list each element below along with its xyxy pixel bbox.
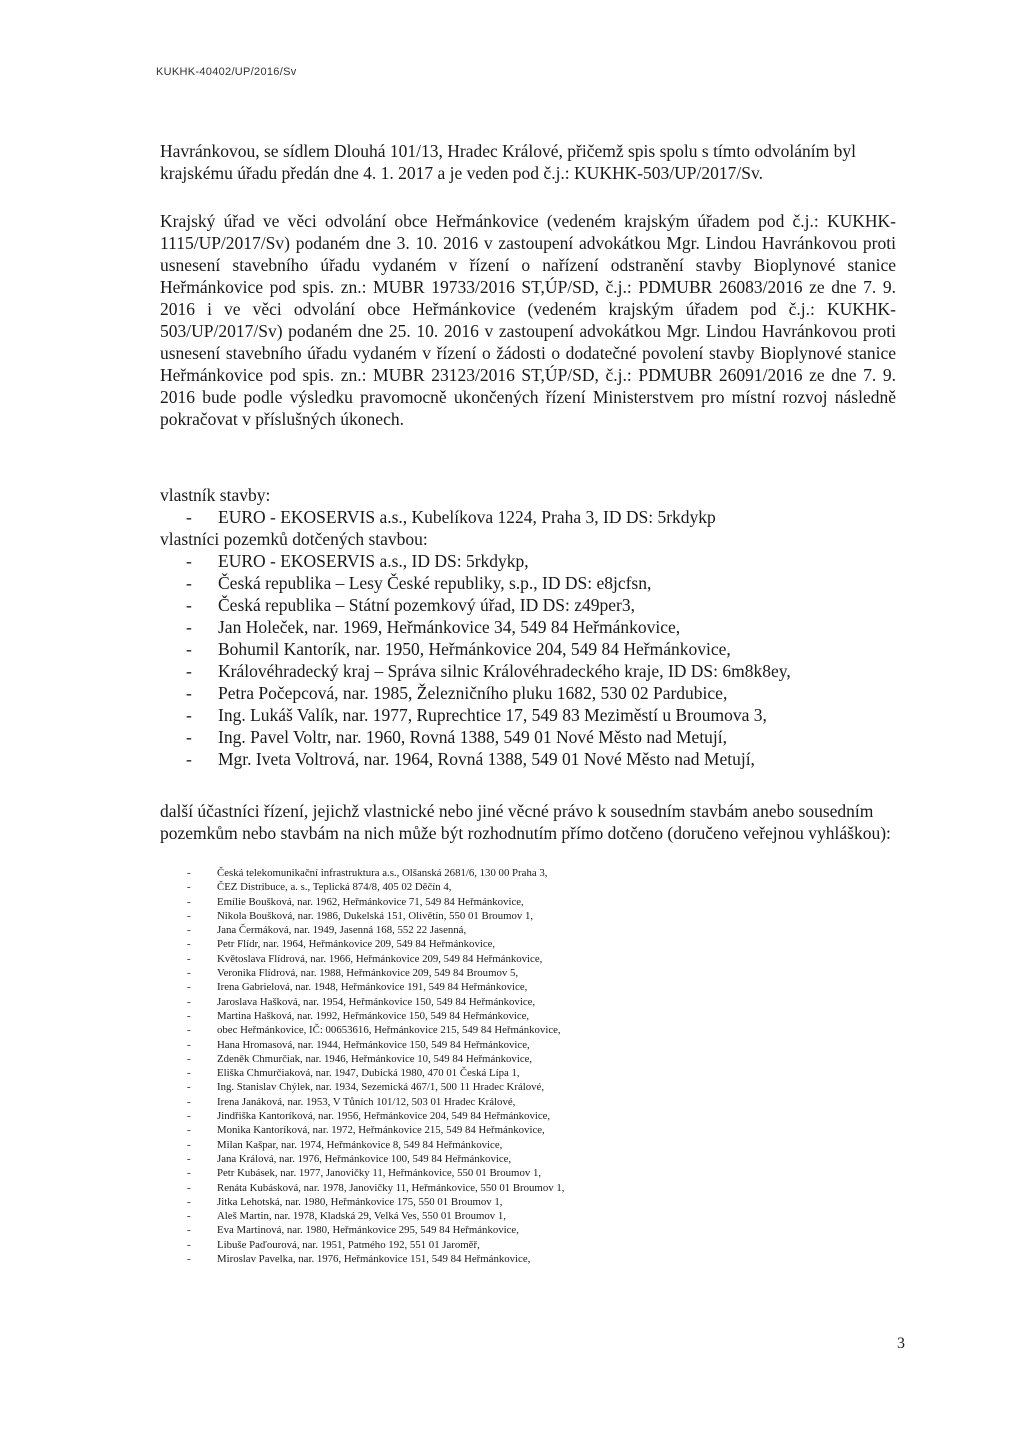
list-item: - Eliška Chmurčiaková, nar. 1947, Dubická 1980, 470 01 Česká Lípa 1,: [160, 1066, 900, 1080]
owner-list: [160, 506, 900, 528]
list-item: - Květoslava Flídrová, nar. 1966, Heřmánkovice 209, 549 84 Heřmánkovice,: [160, 952, 900, 966]
list-item: - Jana Králová, nar. 1976, Heřmánkovice 100, 549 84 Heřmánkovice,: [160, 1152, 900, 1166]
other-participants-label: další účastníci řízení, jejichž vlastnické nebo jiné věcné právo k sousedním stavbám anebo sousedním pozemkům nebo stavbám na nich může být rozhodnutím přímo dotčeno (doručeno veřejnou vyhláškou):: [160, 801, 891, 843]
page-number: 3: [897, 1335, 905, 1352]
list-item: - Zdeněk Chmurčiak, nar. 1946, Heřmánkovice 10, 549 84 Heřmánkovice,: [160, 1052, 900, 1066]
land-owners-section-label: vlastníci pozemků dotčených stavbou:: [160, 529, 428, 549]
list-item: - Královéhradecký kraj – Správa silnic Královéhradeckého kraje, ID DS: 6m8k8ey,: [160, 660, 900, 682]
list-item: - Miroslav Pavelka, nar. 1976, Heřmánkovice 151, 549 84 Heřmánkovice,: [160, 1252, 900, 1266]
owner-section-label: vlastník stavby:: [160, 485, 271, 505]
list-item: - Petra Počepcová, nar. 1985, Železničního pluku 1682, 530 02 Pardubice,: [160, 682, 900, 704]
other-participants-list: [160, 866, 900, 1266]
list-item: - EURO - EKOSERVIS a.s., ID DS: 5rkdykp,: [160, 550, 900, 572]
list-item: - Ing. Stanislav Chýlek, nar. 1934, Sezemická 467/1, 500 11 Hradec Králové,: [160, 1080, 900, 1094]
list-item: - Jitka Lehotská, nar. 1980, Heřmánkovice 175, 550 01 Broumov 1,: [160, 1195, 900, 1209]
list-item: - Libuše Paďourová, nar. 1951, Patmého 192, 551 01 Jaroměř,: [160, 1238, 900, 1252]
list-item: - Petr Flídr, nar. 1964, Heřmánkovice 209, 549 84 Heřmánkovice,: [160, 937, 900, 951]
list-item: - Česká republika – Státní pozemkový úřad, ID DS: z49per3,: [160, 594, 900, 616]
list-item: - Nikola Boušková, nar. 1986, Dukelská 151, Olivětín, 550 01 Broumov 1,: [160, 909, 900, 923]
list-item: - Veronika Flídrová, nar. 1988, Heřmánkovice 209, 549 84 Broumov 5,: [160, 966, 900, 980]
main-paragraph: Krajský úřad ve věci odvolání obce Heřmánkovice (vedeném krajským úřadem pod č.j.: KUKHK-1115/UP/2017/Sv) podaném dne 3. 10. 2016 v zastoupení advokátkou Mgr. Lindou Havránkovou proti usnesení stavebního úřadu vydaném v řízení o nařízení odstranění stavby Bioplynové stanice Heřmánkovice pod spis. zn.: MUBR 19733/2016 ST,ÚP/SD, č.j.: PDMUBR 26083/2016 ze dne 7. 9. 2016 i ve věci odvolání obce Heřmánkovice (vedeném krajským úřadem pod č.j.: KUKHK-503/UP/2017/Sv) podaném dne 25. 10. 2016 v zastoupení advokátkou Mgr. Lindou Havránkovou proti usnesení stavebního úřadu vydaném v řízení o žádosti o dodatečné povolení stavby Bioplynové stanice Heřmánkovice pod spis. zn.: MUBR 23123/2016 ST,ÚP/SD, č.j.: PDMUBR 26091/2016 ze dne 7. 9. 2016 bude podle výsledku pravomocně ukončených řízení Ministerstvem pro místní rozvoj následně pokračovat v příslušných úkonech.: [160, 211, 896, 429]
list-item: - Jana Čermáková, nar. 1949, Jasenná 168, 552 22 Jasenná,: [160, 923, 900, 937]
list-item: - Ing. Lukáš Valík, nar. 1977, Ruprechtice 17, 549 83 Meziměstí u Broumova 3,: [160, 704, 900, 726]
list-item: - Jan Holeček, nar. 1969, Heřmánkovice 34, 549 84 Heřmánkovice,: [160, 616, 900, 638]
land-owners-list: [160, 550, 900, 770]
list-item: - Ing. Pavel Voltr, nar. 1960, Rovná 1388, 549 01 Nové Město nad Metují,: [160, 726, 900, 748]
list-item: - Irena Gabrielová, nar. 1948, Heřmánkovice 191, 549 84 Heřmánkovice,: [160, 980, 900, 994]
list-item: - Jindřiška Kantoríková, nar. 1956, Heřmánkovice 204, 549 84 Heřmánkovice,: [160, 1109, 900, 1123]
list-item: - Petr Kubásek, nar. 1977, Janovičky 11, Heřmánkovice, 550 01 Broumov 1,: [160, 1166, 900, 1180]
list-item: - Jaroslava Hašková, nar. 1954, Heřmánkovice 150, 549 84 Heřmánkovice,: [160, 995, 900, 1009]
list-item: - Česká telekomunikační infrastruktura a.s., Olšanská 2681/6, 130 00 Praha 3,: [160, 866, 900, 880]
list-item: - Eva Martinová, nar. 1980, Heřmánkovice 295, 549 84 Heřmánkovice,: [160, 1223, 900, 1237]
list-item: - ČEZ Distribuce, a. s., Teplická 874/8, 405 02 Děčín 4,: [160, 880, 900, 894]
list-item: - Mgr. Iveta Voltrová, nar. 1964, Rovná 1388, 549 01 Nové Město nad Metují,: [160, 748, 900, 770]
list-item: - Hana Hromasová, nar. 1944, Heřmánkovice 150, 549 84 Heřmánkovice,: [160, 1038, 900, 1052]
list-item: - Milan Kašpar, nar. 1974, Heřmánkovice 8, 549 84 Heřmánkovice,: [160, 1138, 900, 1152]
intro-paragraph: Havránkovou, se sídlem Dlouhá 101/13, Hradec Králové, přičemž spis spolu s tímto odvoláním byl krajskému úřadu předán dne 4. 1. 2017 a je veden pod č.j.: KUKHK-503/UP/2017/Sv.: [160, 141, 856, 183]
list-item: - Monika Kantoríková, nar. 1972, Heřmánkovice 215, 549 84 Heřmánkovice,: [160, 1123, 900, 1137]
list-item: - Renáta Kubásková, nar. 1978, Janovičky 11, Heřmánkovice, 550 01 Broumov 1,: [160, 1181, 900, 1195]
list-item: - Česká republika – Lesy České republiky, s.p., ID DS: e8jcfsn,: [160, 572, 900, 594]
list-item: - EURO - EKOSERVIS a.s., Kubelíkova 1224, Praha 3, ID DS: 5rkdykp: [160, 506, 900, 528]
list-item: - obec Heřmánkovice, IČ: 00653616, Heřmánkovice 215, 549 84 Heřmánkovice,: [160, 1023, 900, 1037]
document-reference: KUKHK-40402/UP/2016/Sv: [156, 66, 297, 78]
list-item: - Bohumil Kantorík, nar. 1950, Heřmánkovice 204, 549 84 Heřmánkovice,: [160, 638, 900, 660]
list-item: - Irena Janáková, nar. 1953, V Tůních 101/12, 503 01 Hradec Králové,: [160, 1095, 900, 1109]
list-item: - Martina Hašková, nar. 1992, Heřmánkovice 150, 549 84 Heřmánkovice,: [160, 1009, 900, 1023]
list-item: - Emílie Boušková, nar. 1962, Heřmánkovice 71, 549 84 Heřmánkovice,: [160, 895, 900, 909]
list-item: - Aleš Martin, nar. 1978, Kladská 29, Velká Ves, 550 01 Broumov 1,: [160, 1209, 900, 1223]
